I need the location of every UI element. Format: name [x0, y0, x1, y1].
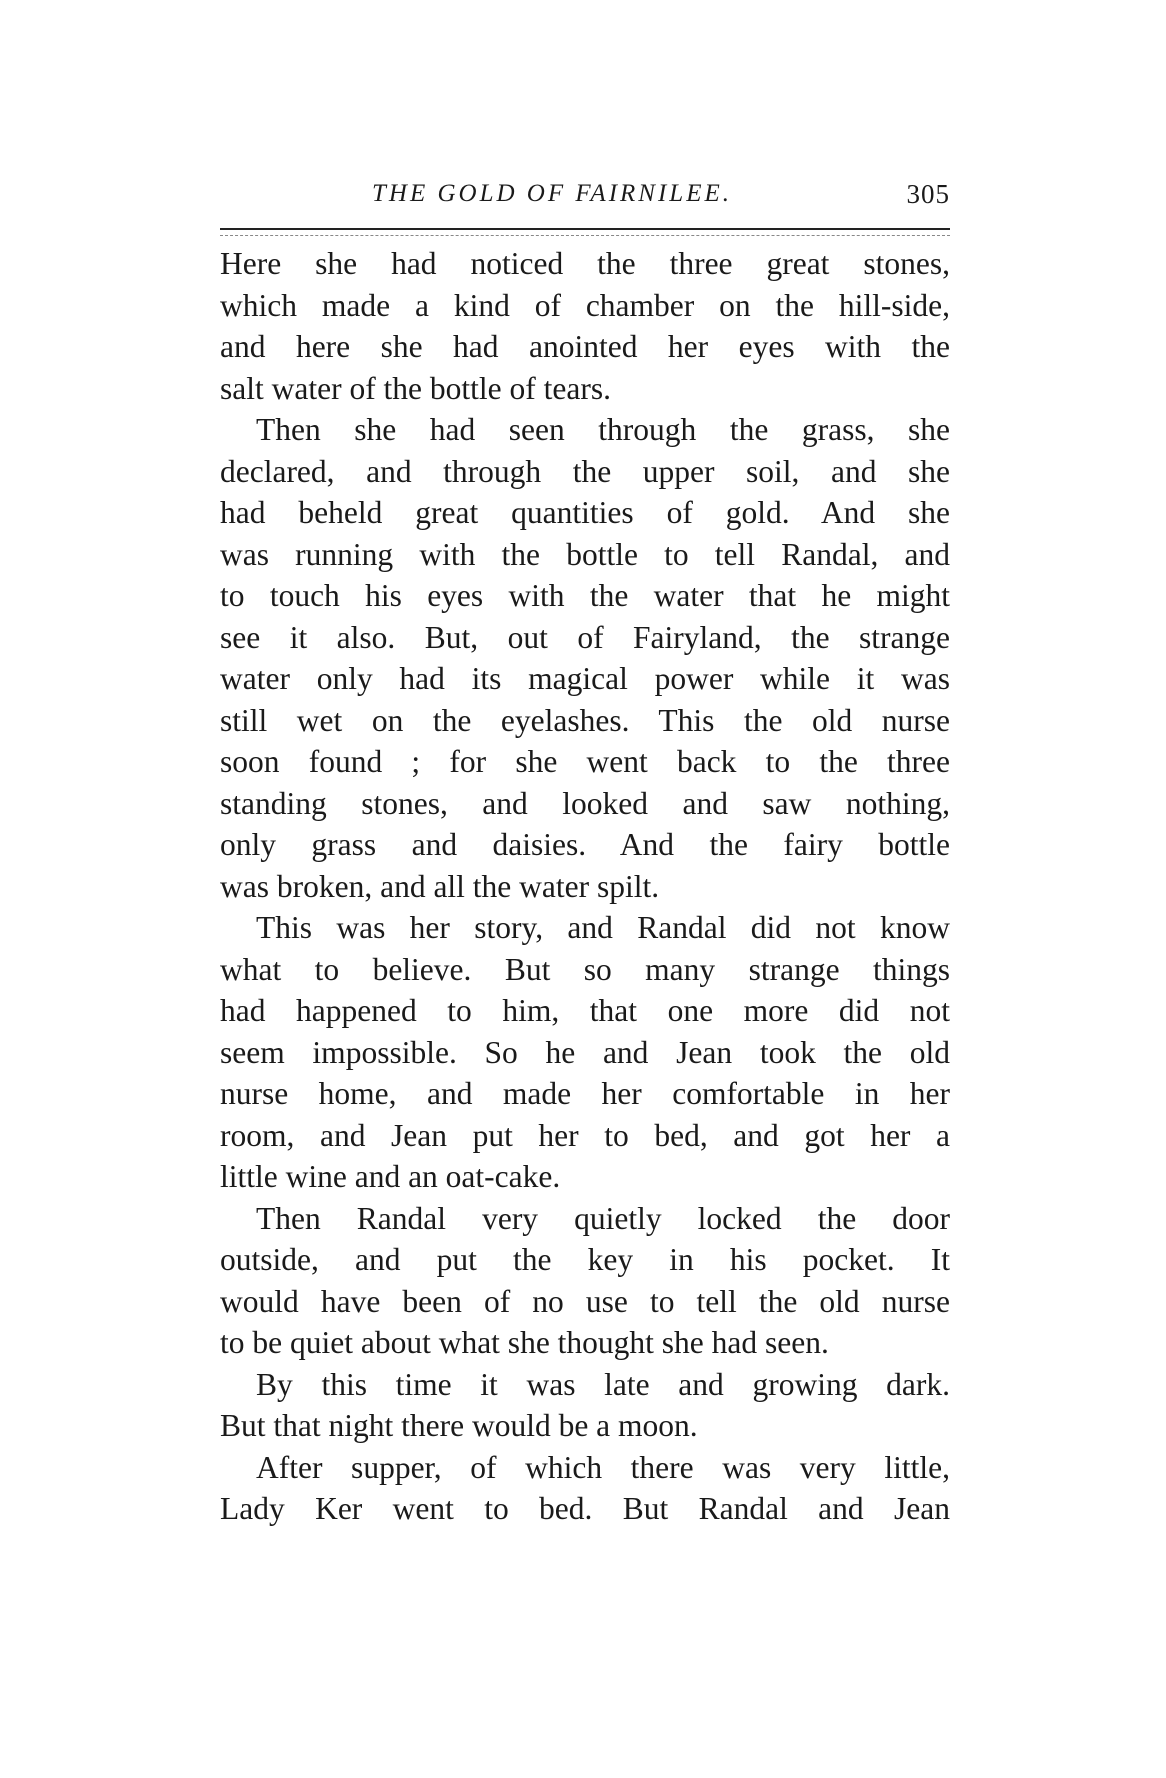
header-rule-shadow: [220, 235, 950, 236]
header-rule: [220, 228, 950, 230]
text-line: had happened to him, that one more did not: [220, 993, 950, 1028]
running-header: [220, 178, 950, 218]
text-line: This was her story, and Randal did not know: [256, 910, 950, 945]
body-text: [220, 243, 950, 1530]
text-line: Then Randal very quietly locked the door: [256, 1200, 950, 1236]
text-line: was broken, and all the water spilt.: [220, 868, 660, 904]
text-line: outside, and put the key in his pocket. It: [220, 1242, 950, 1277]
text-line: what to believe. But so many strange things: [220, 951, 950, 987]
text-line: Lady Ker went to bed. But Randal and Jean: [220, 1491, 950, 1526]
text-line: By this time it was late and growing dark.: [256, 1366, 950, 1402]
text-line: which made a kind of chamber on the hill-side,: [220, 287, 950, 323]
text-line: water only had its magical power while it was: [220, 661, 950, 696]
text-line: But that night there would be a moon.: [220, 1408, 698, 1443]
text-line: see it also. But, out of Fairyland, the strange: [220, 619, 950, 655]
text-line: After supper, of which there was very little,: [256, 1449, 950, 1485]
text-line: Here she had noticed the three great stones,: [220, 246, 950, 281]
text-line: declared, and through the upper soil, and she: [220, 453, 950, 489]
text-line: Then she had seen through the grass, she: [256, 412, 950, 447]
text-line: to be quiet about what she thought she had seen.: [220, 1325, 829, 1360]
text-line: to touch his eyes with the water that he might: [220, 578, 950, 613]
text-line: still wet on the eyelashes. This the old nurse: [220, 702, 950, 738]
text-line: only grass and daisies. And the fairy bottle: [220, 827, 950, 862]
running-title: THE GOLD OF FAIRNILEE.: [372, 180, 732, 207]
text-line: and here she had anointed her eyes with the: [220, 329, 950, 364]
text-line: had beheld great quantities of gold. And she: [220, 495, 950, 530]
page-number: 305: [906, 179, 950, 209]
text-line: nurse home, and made her comfortable in her: [220, 1076, 950, 1111]
text-line: standing stones, and looked and saw nothing,: [220, 785, 950, 821]
text-line: was running with the bottle to tell Randal, and: [220, 536, 950, 572]
text-line: salt water of the bottle of tears.: [220, 370, 611, 406]
text-line: soon found ; for she went back to the three: [220, 744, 950, 779]
text-line: would have been of no use to tell the old nurse: [220, 1283, 950, 1319]
text-line: seem impossible. So he and Jean took the old: [220, 1034, 950, 1070]
text-line: room, and Jean put her to bed, and got her a: [220, 1117, 950, 1153]
text-line: little wine and an oat-cake.: [220, 1159, 561, 1194]
